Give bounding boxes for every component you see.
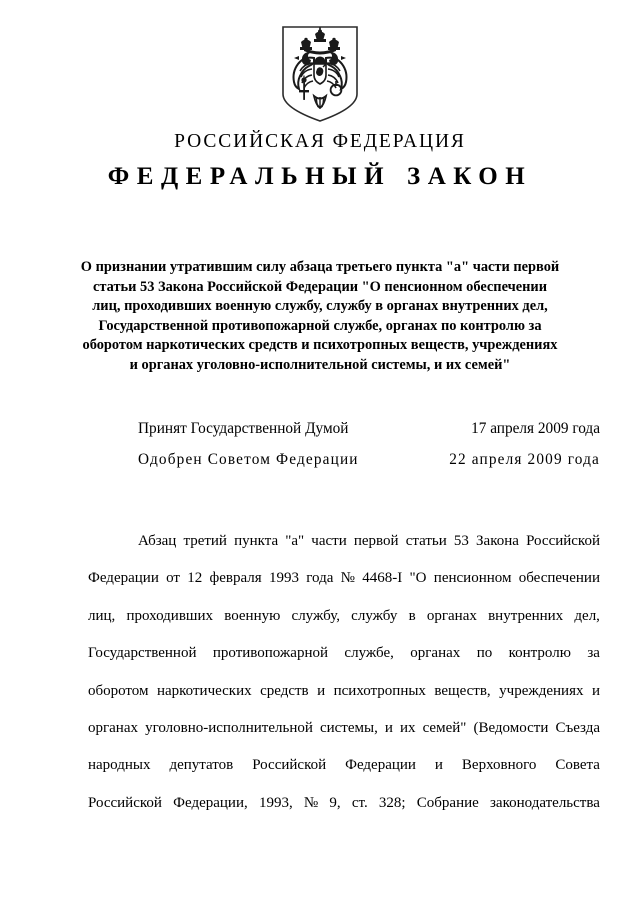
doc-type-word-1: ФЕДЕРАЛЬНЫЙ — [107, 163, 392, 190]
body-word: и — [384, 719, 393, 736]
doc-type-word-2: ЗАКОН — [407, 163, 533, 190]
body-word: Верховного — [461, 757, 537, 774]
body-paragraph — [88, 532, 600, 831]
law-title-line: О признании утратившим силу абзаца третьего пункта "а" части первой — [80, 259, 560, 275]
body-word: пенсионном — [433, 570, 512, 587]
body-word: Государственной — [88, 645, 197, 662]
body-word: службу — [351, 607, 398, 624]
body-word: системы, — [319, 719, 378, 736]
body-word: (Ведомости — [473, 719, 549, 736]
adoption-date-council: 22 апреля 2009 года — [449, 451, 600, 468]
body-word: учреждениях — [499, 682, 584, 699]
body-word: 9, — [329, 794, 341, 811]
body-word: № — [340, 570, 355, 587]
body-word: третий — [183, 533, 227, 549]
body-word: по — [476, 645, 493, 662]
body-line — [88, 719, 600, 756]
body-word: органах — [410, 645, 461, 662]
law-title-line: и органах уголовно-исполнительной системы, и их семей" — [129, 356, 511, 373]
body-word: 4468-I — [362, 570, 403, 587]
body-word: дел, — [574, 607, 600, 624]
body-word: лиц, — [88, 607, 116, 624]
body-line — [88, 644, 600, 681]
body-word: Закона — [476, 533, 519, 549]
body-word: оборотом — [88, 682, 149, 699]
body-word: законодательства — [490, 794, 600, 811]
body-word: Собрание — [416, 794, 479, 811]
adoption-row-duma — [138, 420, 600, 451]
adoption-block — [138, 420, 600, 482]
adoption-date-duma: 17 апреля 2009 года — [471, 420, 600, 437]
body-word: внутренних — [488, 607, 564, 624]
body-word: обеспечении — [518, 570, 600, 587]
body-word: № — [303, 794, 319, 811]
adoption-label-council: Одобрен Советом Федерации — [138, 451, 359, 468]
body-word: части — [311, 533, 347, 549]
body-word: органах — [426, 607, 477, 624]
body-word: веществ, — [434, 682, 491, 699]
law-title-line: статьи 53 Закона Российской Федерации "О пенсионном обеспечении — [92, 278, 547, 295]
country-heading: РОССИЙСКАЯ ФЕДЕРАЦИЯ — [174, 131, 466, 152]
body-word: и — [591, 682, 600, 699]
body-word: органах — [88, 719, 138, 736]
body-word: военную — [224, 607, 281, 624]
body-word: пункта — [234, 533, 279, 549]
body-word: 12 — [187, 570, 203, 587]
body-word: ст. — [351, 794, 368, 811]
body-word: уголовно-исполнительной — [145, 719, 313, 736]
body-word: народных — [88, 757, 151, 774]
body-word: за — [587, 645, 600, 662]
body-word: 328; — [378, 794, 406, 811]
body-word: депутатов — [169, 757, 234, 774]
body-line — [88, 682, 600, 719]
body-line — [88, 756, 600, 793]
body-word: Абзац — [138, 533, 177, 549]
body-word: и — [434, 757, 443, 774]
body-line — [88, 569, 600, 606]
body-word: и — [317, 682, 326, 699]
body-line — [88, 607, 600, 644]
document-type-heading — [0, 163, 640, 191]
body-word: "а" — [285, 533, 305, 549]
body-word: от — [166, 570, 180, 587]
body-word: Совета — [555, 757, 600, 774]
body-line — [88, 794, 600, 831]
body-word: Российской — [526, 533, 600, 549]
body-word: года — [306, 570, 334, 587]
body-word: первой — [353, 533, 399, 549]
body-line — [88, 532, 600, 569]
body-word: Российской — [252, 757, 327, 774]
body-word: Российской — [88, 794, 162, 811]
body-word: в — [408, 607, 416, 624]
body-word: 1993, — [258, 794, 293, 811]
law-title-line: Государственной противопожарной службе, органах по контролю за — [98, 317, 542, 334]
body-word: Федерации, — [173, 794, 248, 811]
law-title-line: лиц, проходивших военную службу, службу в органах внутренних дел, — [92, 298, 548, 314]
body-word: службе, — [344, 645, 394, 662]
body-word: семей" — [422, 719, 467, 736]
coat-of-arms-container — [0, 24, 640, 124]
law-title-line: оборотом наркотических средств и психотропных веществ, учреждениях — [82, 337, 558, 353]
adoption-label-duma: Принят Государственной Думой — [138, 420, 349, 437]
body-word: Съезда — [555, 719, 600, 736]
body-word: 53 — [453, 533, 469, 549]
russian-federation-coat-of-arms-icon — [278, 24, 362, 124]
body-word: их — [400, 719, 416, 736]
body-word: противопожарной — [212, 645, 329, 662]
body-word: службу, — [291, 607, 340, 624]
law-title — [70, 258, 570, 375]
body-word: контролю — [508, 645, 571, 662]
body-word: 1993 — [268, 570, 299, 587]
body-word: психотропных — [333, 682, 426, 699]
adoption-row-council — [138, 451, 600, 482]
body-word: средств — [260, 682, 309, 699]
body-word: Федерации — [88, 570, 159, 587]
body-word: статьи — [405, 533, 447, 549]
body-word: "О — [409, 570, 427, 587]
body-word: наркотических — [156, 682, 252, 699]
body-word: проходивших — [126, 607, 213, 624]
body-word: Федерации — [345, 757, 416, 774]
body-word: февраля — [209, 570, 262, 587]
